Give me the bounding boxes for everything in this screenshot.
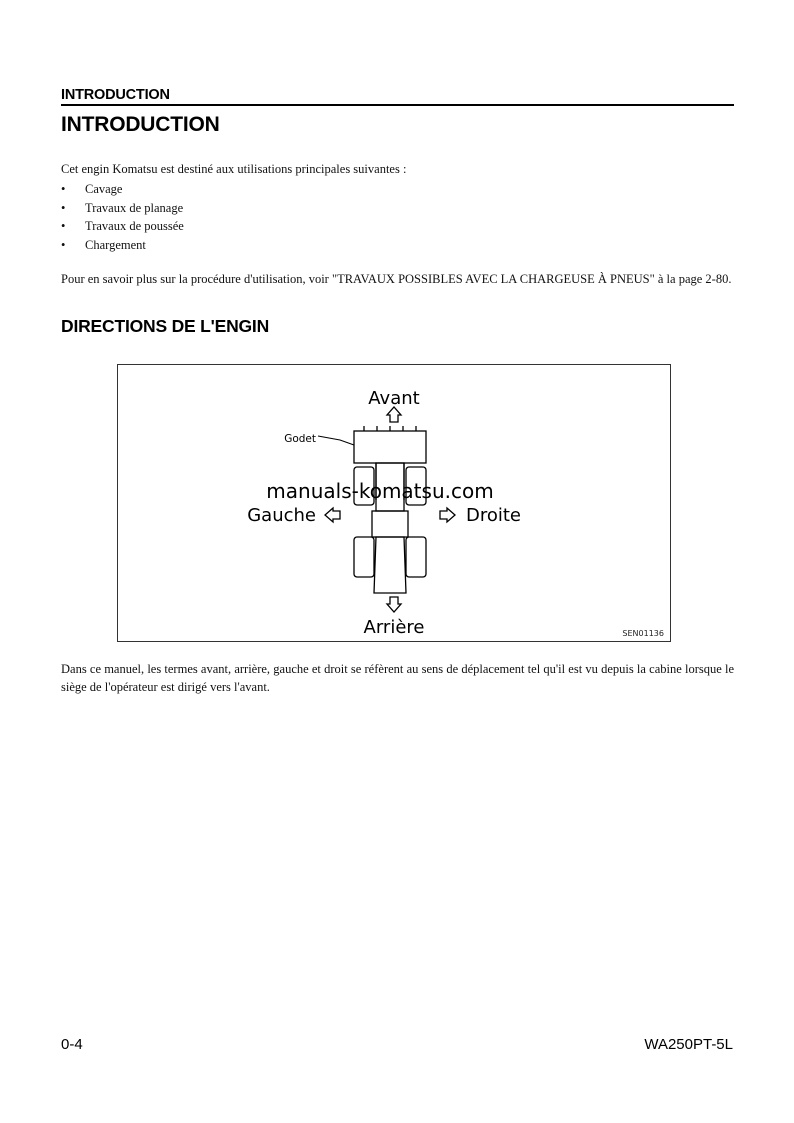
list-item: • Chargement [61,236,184,255]
running-header: INTRODUCTION [61,87,170,103]
list-item: • Travaux de poussée [61,217,184,236]
reference-link[interactable]: "TRAVAUX POSSIBLES AVEC LA CHARGEUSE À PNEUS" [331,272,655,286]
bullet-icon: • [61,237,66,252]
bullet-icon: • [61,200,66,215]
intro-text: Cet engin Komatsu est destiné aux utilisations principales suivantes : [61,162,407,176]
section-title: DIRECTIONS DE L'ENGIN [61,316,270,336]
rear-left-wheel [354,537,374,577]
arrow-up-icon [387,407,401,422]
arrow-left-icon [325,508,340,522]
bucket-shape [354,431,426,463]
bullet-icon: • [61,219,66,233]
label-bucket: Godet [284,433,316,445]
directions-figure [117,364,671,642]
label-rear: Arrière [363,617,425,638]
figure-caption: Dans ce manuel, les termes avant, arrière, gauche et droit se réfèrent au sens de déplacement tel qu'il est vu depuis la cabine lorsque le siège de l'opérateur est dirigé vers l'avant. [61,662,734,694]
label-front: Avant [368,388,420,409]
list-item: • Travaux de planage [61,199,184,218]
list-item: • Cavage [61,180,184,199]
header-rule [61,104,734,106]
reference-paragraph: Pour en savoir plus sur la procédure d'utilisation, voir "TRAVAUX POSSIBLES AVEC LA CHARGEUSE À PNEUS" à la page 2-80. [61,272,732,286]
label-right: Droite [466,505,522,526]
watermark: manuals-komatsu.com [266,479,494,503]
bullet-icon: • [61,182,66,196]
arrow-down-icon [387,597,401,612]
loader-diagram [118,365,670,641]
page-title: INTRODUCTION [61,113,220,136]
arrow-right-icon [440,508,455,522]
cab [372,511,408,537]
rear-right-wheel [406,537,426,577]
figure-code: SEN01136 [622,629,664,638]
rear-body [374,537,406,593]
label-left: Gauche [247,505,316,526]
bucket-teeth [364,426,416,431]
uses-list [61,180,184,254]
page-number: 0-4 [61,1036,83,1053]
model-number: WA250PT-5L [644,1036,733,1053]
